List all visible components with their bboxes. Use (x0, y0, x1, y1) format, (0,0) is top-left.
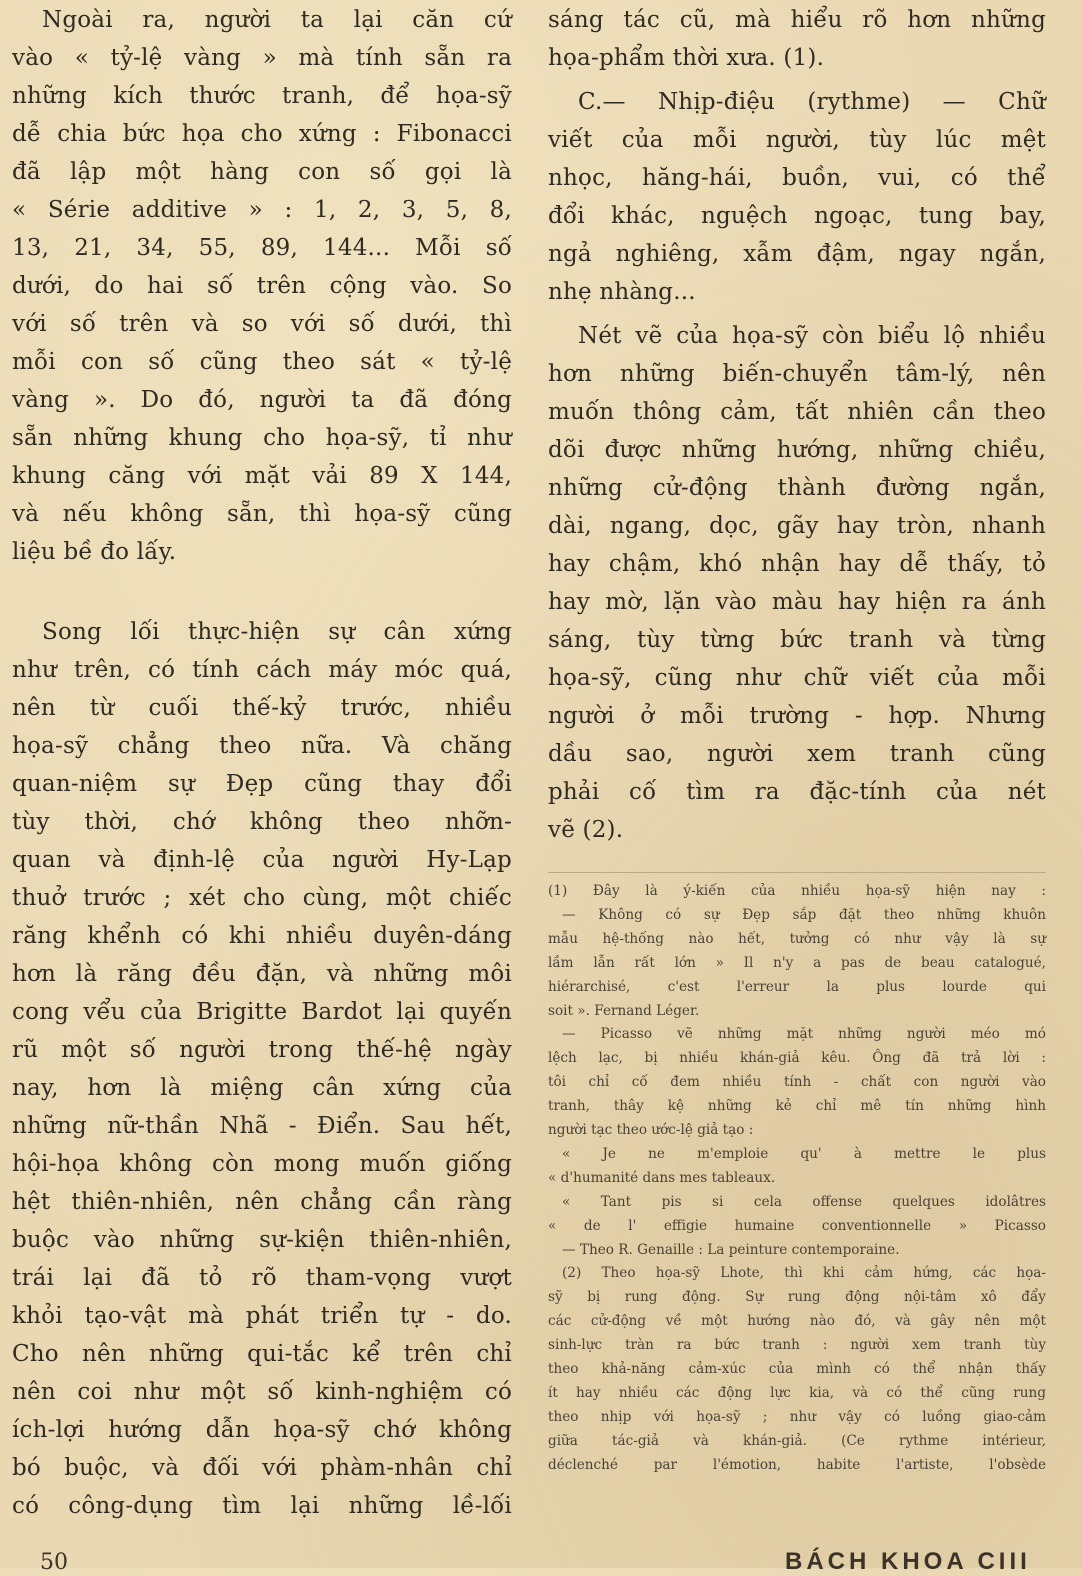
text-line: vẽ (2). (548, 817, 624, 843)
text-line: 13, 21, 34, 55, 89, 144... Mỗi số (12, 235, 512, 261)
text-line: sẵn những khung cho họa-sỹ, tỉ như (12, 425, 512, 451)
text-line: quan-niệm sự Đẹp cũng thay đổi (12, 771, 512, 797)
text-line: có công-dụng tìm lại những lề-lối (12, 1493, 512, 1519)
text-line: đổi khác, nguệch ngoạc, tung bay, (548, 203, 1046, 229)
text-line: những nữ-thần Nhã - Điển. Sau hết, (12, 1113, 512, 1139)
text-line: dễ chia bức họa cho xứng : Fibonacci (12, 121, 512, 147)
footnote-divider (548, 872, 1046, 873)
text-line: những cử-động thành đường ngắn, (548, 475, 1046, 501)
text-line: « Série additive » : 1, 2, 3, 5, 8, (12, 197, 512, 223)
text-line: dài, ngang, dọc, gãy hay tròn, nhanh (548, 513, 1046, 539)
text-line: hay chậm, khó nhận hay dễ thấy, tỏ (548, 551, 1046, 577)
text-line: C.— Nhịp-điệu (rythme) — Chữ (578, 89, 1046, 115)
text-line: muốn thông cảm, tất nhiên cần theo (548, 399, 1046, 425)
text-line: với số trên và so với số dưới, thì (12, 311, 512, 337)
text-line: bó buộc, và đối với phàm-nhân chỉ (12, 1455, 512, 1481)
footnote-line: déclenché par l'émotion, habite l'artiste, l'obsède (548, 1456, 1046, 1473)
text-line: Song lối thực-hiện sự cân xứng (42, 619, 512, 645)
text-line: vàng ». Do đó, người ta đã đóng (12, 387, 512, 413)
footnote-line: theo khả-năng cảm-xúc của mình có thể nhận thấy (548, 1361, 1046, 1377)
text-line: nhọc, hăng-hái, buồn, vui, có thể (548, 165, 1046, 191)
footnote-line: lệch lạc, bị nhiều khán-giả kêu. Ông đã trả lời : (548, 1050, 1046, 1067)
footnote-line: — Theo R. Genaille : La peinture contemporaine. (562, 1241, 900, 1258)
text-line: hệt thiên-nhiên, nên chẳng cần ràng (12, 1189, 512, 1215)
footnote-line: (1) Đây là ý-kiến của nhiều họa-sỹ hiện nay : (548, 883, 1046, 899)
text-line: ích-lợi hướng dẫn họa-sỹ chớ không (12, 1417, 512, 1443)
footnote-line: lầm lẫn rất lớn » Il n'y a pas de beau catalogué, (548, 954, 1046, 971)
text-line: buộc vào những sự-kiện thiên-nhiên, (12, 1227, 512, 1253)
text-line: và nếu không sẵn, thì họa-sỹ cũng (12, 501, 512, 527)
text-line: dưới, do hai số trên cộng vào. So (12, 273, 512, 299)
text-line: vào « tỷ-lệ vàng » mà tính sẵn ra (12, 45, 512, 71)
footnote-line: tranh, thây kệ những kẻ chỉ mê tín những hình (548, 1098, 1046, 1115)
text-line: khung căng với mặt vải 89 X 144, (12, 463, 512, 489)
footnote-line: giữa tác-giả và khán-giả. (Ce rythme intérieur, (548, 1432, 1046, 1449)
magazine-footer: BÁCH KHOA CIII (785, 1548, 1031, 1575)
text-line: quan và định-lệ của người Hy-Lạp (12, 847, 512, 873)
footnote-line: « Je ne m'emploie qu' à mettre le plus (562, 1145, 1046, 1162)
footnote-line: soit ». Fernand Léger. (548, 1002, 700, 1019)
text-line: như trên, có tính cách máy móc quá, (12, 657, 512, 683)
text-line: họa-sỹ chẳng theo nữa. Và chăng (12, 733, 512, 759)
text-line: sáng tác cũ, mà hiểu rõ hơn những (548, 7, 1046, 33)
footnote-line: mẫu hệ-thống nào hết, tưởng có như vậy là sự (548, 930, 1046, 947)
text-line: nên coi như một số kinh-nghiệm có (12, 1379, 512, 1405)
text-line: họa-sỹ, cũng như chữ viết của mỗi (548, 665, 1046, 691)
text-line: Ngoài ra, người ta lại căn cứ (42, 7, 512, 33)
footnote-line: tôi chỉ cố đem nhiều tính - chất con người vào (548, 1074, 1046, 1091)
text-line: tùy thời, chớ không theo nhỡn- (12, 809, 512, 835)
text-line: rũ một số người trong thế-hệ ngày (12, 1037, 512, 1063)
text-line: nhẹ nhàng... (548, 279, 696, 305)
text-line: đã lập một hàng con số gọi là (12, 159, 512, 185)
text-line: ngả nghiêng, xẫm đậm, ngay ngắn, (548, 241, 1046, 267)
footnote-line: « de l' effigie humaine conventionnelle » Picasso (548, 1217, 1046, 1234)
text-line: thuở trước ; xét cho cùng, một chiếc (12, 885, 512, 911)
footnote-line: các cử-động về một hướng nào đó, và gây nên một (548, 1313, 1046, 1330)
text-line: viết của mỗi người, tùy lúc mệt (548, 127, 1046, 153)
text-line: Cho nên những qui-tắc kể trên chỉ (12, 1341, 512, 1367)
footnote-line: sỹ bị rung động. Sự rung động nội-tâm xô đẩy (548, 1289, 1046, 1306)
page-number: 50 (40, 1550, 68, 1575)
footnote-line: người tạc theo ước-lệ giả tạo : (548, 1122, 754, 1138)
text-line: Nét vẽ của họa-sỹ còn biểu lộ nhiều (578, 323, 1046, 349)
text-line: phải cố tìm ra đặc-tính của nét (548, 779, 1046, 805)
text-line: hay mờ, lặn vào màu hay hiện ra ánh (548, 589, 1046, 615)
text-line: mỗi con số cũng theo sát « tỷ-lệ (12, 349, 512, 375)
text-line: người ở mỗi trường - hợp. Nhưng (548, 703, 1046, 729)
footnote-line: — Picasso vẽ những mặt những người méo mó (562, 1026, 1046, 1043)
text-line: dầu sao, người xem tranh cũng (548, 741, 1046, 767)
footnote-line: ít hay nhiều các động lực kia, và có thể cũng rung (548, 1384, 1046, 1401)
text-line: trái lại đã tỏ rõ tham-vọng vượt (12, 1265, 512, 1291)
text-line: hơn là răng đều đặn, và những môi (12, 961, 512, 987)
footnote-line: « d'humanité dans mes tableaux. (548, 1169, 776, 1186)
footnote-line: (2) Theo họa-sỹ Lhote, thì khi cảm hứng, các họa- (562, 1265, 1046, 1282)
text-line: hội-họa không còn mong muốn giống (12, 1151, 512, 1177)
footnote-line: — Không có sự Đẹp sắp đặt theo những khuôn (562, 906, 1046, 923)
footnote-line: « Tant pis si cela offense quelques idolâtres (562, 1193, 1046, 1210)
text-line: dõi được những hướng, những chiều, (548, 437, 1046, 463)
text-line: hơn những biến-chuyển tâm-lý, nên (548, 361, 1046, 387)
text-line: liệu bề đo lấy. (12, 539, 177, 565)
text-line: nay, hơn là miệng cân xứng của (12, 1075, 512, 1101)
text-line: răng khểnh có khi nhiều duyên-dáng (12, 923, 512, 949)
text-line: sáng, tùy từng bức tranh và từng (548, 627, 1046, 653)
footnote-line: theo nhịp với họa-sỹ ; như vậy có luồng giao-cảm (548, 1408, 1046, 1425)
text-line: khỏi tạo-vật mà phát triển tự - do. (12, 1303, 512, 1329)
footnote-line: hiérarchisé, c'est l'erreur la plus lourde qui (548, 978, 1046, 995)
text-line: cong vểu của Brigitte Bardot lại quyến (12, 999, 512, 1025)
text-line: nên từ cuối thế-kỷ trước, nhiều (12, 695, 512, 721)
text-line: họa-phẩm thời xưa. (1). (548, 45, 825, 71)
footnote-line: sinh-lực tràn ra bức tranh : người xem tranh tùy (548, 1337, 1046, 1354)
text-line: những kích thước tranh, để họa-sỹ (12, 83, 512, 109)
